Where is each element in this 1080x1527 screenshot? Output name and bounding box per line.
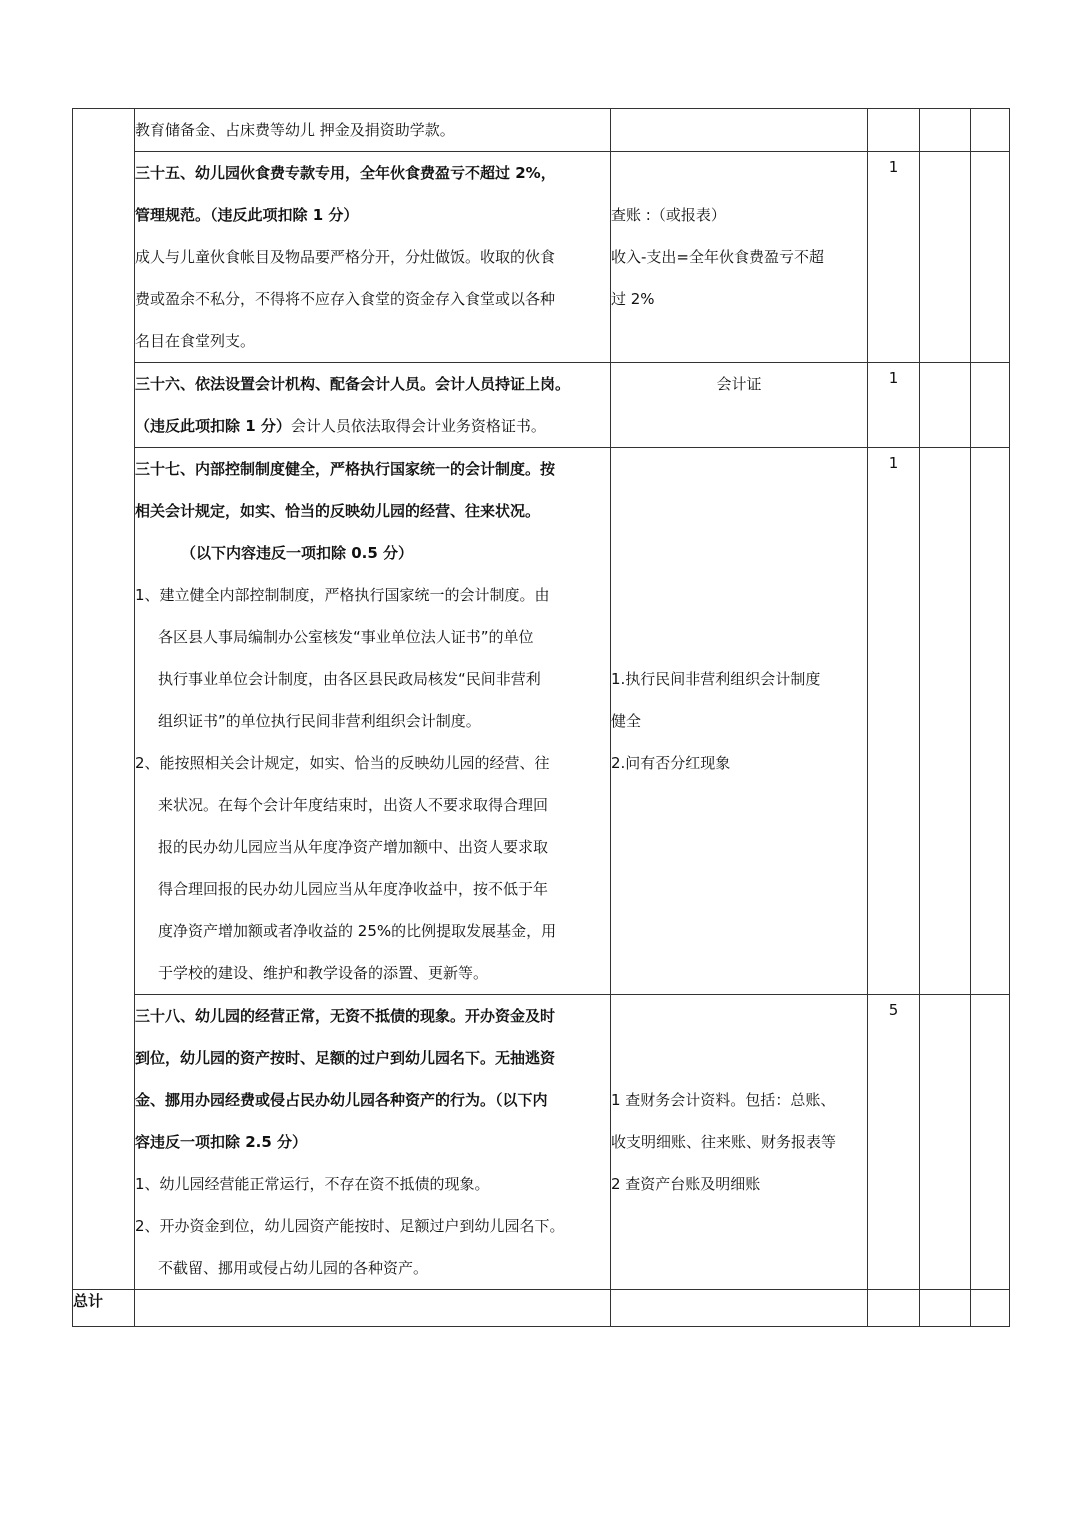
check-score-cell [971, 448, 1010, 995]
content-line: 2、开办资金到位，幼儿园资产能按时、足额过户到幼儿园名下。 [135, 1217, 565, 1235]
content-line: 于学校的建设、维护和教学设备的添置、更新等。 [158, 964, 489, 982]
item-title: 管理规范。（违反此项扣除 1 分） [135, 206, 359, 224]
method-cell [611, 995, 868, 1290]
item-title: 相关会计规定，如实、恰当的反映幼儿园的经营、往来状况。 [135, 502, 541, 520]
score-cell [868, 363, 920, 448]
item-title: 到位，幼儿园的资产按时、足额的过户到幼儿园名下。无抽逃资 [135, 1049, 556, 1067]
evaluation-table [72, 108, 1010, 1327]
self-score-cell [920, 152, 971, 363]
score-cell [868, 152, 920, 363]
method-line: 收入-支出=全年伙食费盈亏不超 [611, 248, 824, 266]
content-cell [135, 995, 611, 1290]
method-cell [611, 152, 868, 363]
content-line: 名目在食堂列支。 [135, 332, 256, 350]
check-score-cell [971, 363, 1010, 448]
content-line: 2、能按照相关会计规定，如实、恰当的反映幼儿园的经营、往 [135, 754, 550, 772]
content-line: 执行事业单位会计制度，由各区县民政局核发“民间非营利 [158, 670, 541, 688]
content-line [135, 405, 610, 447]
item-title: 三十六、依法设置会计机构、配备会计人员。会计人员持证上岗。 [135, 375, 571, 393]
check-score-cell [971, 995, 1010, 1290]
score-value: 1 [888, 369, 899, 387]
content-line: 不截留、挪用或侵占幼儿园的各种资产。 [158, 1259, 429, 1277]
method-line: 2 查资产台账及明细账 [611, 1175, 761, 1193]
method-line [611, 152, 867, 194]
method-spacer [611, 448, 867, 490]
method-cell [611, 109, 868, 152]
content-cell [135, 363, 611, 448]
total-score-cell [868, 1290, 920, 1327]
content-line: 成人与儿童伙食帐目及物品要严格分开，分灶做饭。收取的伙食 [135, 248, 556, 266]
content-line: 来状况。在每个会计年度结束时，出资人不要求取得合理回 [158, 796, 549, 814]
score-cell [868, 448, 920, 995]
method-line: 1.执行民间非营利组织会计制度 [611, 670, 821, 688]
content-line: 度净资产增加额或者净收益的 25%的比例提取发展基金，用 [158, 922, 557, 940]
table-row [73, 109, 1010, 152]
check-score-cell [971, 152, 1010, 363]
self-score-cell [920, 109, 971, 152]
total-method-cell [611, 1290, 868, 1327]
content-line: 教育储备金、占床费等幼儿 押金及捐资助学款。 [135, 121, 455, 139]
table-row [73, 995, 1010, 1290]
content-line: 报的民办幼儿园应当从年度净资产增加额中、出资人要求取 [158, 838, 549, 856]
self-score-cell [920, 363, 971, 448]
method-cell [611, 363, 868, 448]
item-title: 三十七、内部控制制度健全，严格执行国家统一的会计制度。按 [135, 460, 556, 478]
method-line: 收支明细账、往来账、财务报表等 [611, 1133, 837, 1151]
item-title: 三十八、幼儿园的经营正常，无资不抵债的现象。开办资金及时 [135, 1007, 556, 1025]
penalty-note: （以下内容违反一项扣除 0.5 分） [181, 544, 414, 562]
content-text: 会计人员依法取得会计业务资格证书。 [290, 417, 546, 435]
check-score-cell [971, 109, 1010, 152]
score-cell [868, 109, 920, 152]
content-line: 1、幼儿园经营能正常运行，不存在资不抵债的现象。 [135, 1175, 490, 1193]
score-value: 5 [888, 1001, 899, 1019]
item-title: 金、挪用办园经费或侵占民办幼儿园各种资产的行为。（以下内 [135, 1091, 548, 1109]
method-spacer [611, 490, 867, 532]
method-spacer [611, 995, 867, 1037]
content-line: 组织证书”的单位执行民间非营利组织会计制度。 [158, 712, 481, 730]
method-spacer [611, 616, 867, 658]
method-spacer [611, 532, 867, 574]
penalty-note: （违反此项扣除 1 分） [135, 417, 291, 435]
method-line: 1 查财务会计资料。包括：总账、 [611, 1091, 836, 1109]
self-score-cell [920, 448, 971, 995]
table-row [73, 152, 1010, 363]
method-line: 查账 :（或报表） [611, 206, 726, 224]
total-self-score-cell [920, 1290, 971, 1327]
content-cell [135, 109, 611, 152]
table-row [73, 448, 1010, 995]
content-cell [135, 448, 611, 995]
total-check-score-cell [971, 1290, 1010, 1327]
content-line: 1、建立健全内部控制制度，严格执行国家统一的会计制度。由 [135, 586, 550, 604]
total-row [73, 1290, 1010, 1327]
content-line: 费或盈余不私分，不得将不应存入食堂的资金存入食堂或以各种 [135, 290, 556, 308]
self-score-cell [920, 995, 971, 1290]
method-line: 过 2% [611, 290, 655, 308]
method-cell [611, 448, 868, 995]
item-title: 三十五、幼儿园伙食费专款专用，全年伙食费盈亏不超过 2%， [135, 164, 556, 182]
score-value: 1 [888, 158, 899, 176]
method-line: 会计证 [716, 375, 762, 393]
content-cell [135, 152, 611, 363]
method-spacer [611, 1037, 867, 1079]
content-line: 各区县人事局编制办公室核发“事业单位法人证书”的单位 [158, 628, 534, 646]
method-line: 2.问有否分红现象 [611, 754, 731, 772]
item-title: 容违反一项扣除 2.5 分） [135, 1133, 308, 1151]
category-cell [73, 109, 135, 1290]
total-content-cell [135, 1290, 611, 1327]
total-label: 总计 [73, 1290, 135, 1327]
table-row [73, 363, 1010, 448]
method-line: 健全 [611, 712, 642, 730]
content-line: 得合理回报的民办幼儿园应当从年度净收益中，按不低于年 [158, 880, 549, 898]
score-cell [868, 995, 920, 1290]
score-value: 1 [888, 454, 899, 472]
method-spacer [611, 574, 867, 616]
